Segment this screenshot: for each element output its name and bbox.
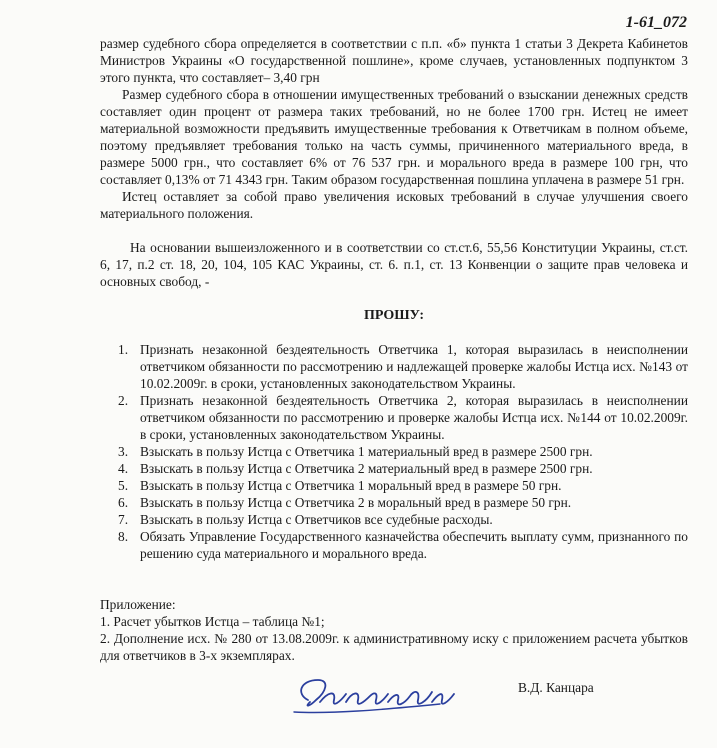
list-item: 8. Обязать Управление Государственного казначейства обеспечить выплату сумм, признанного по решению суда материального и морального вреда. — [118, 529, 688, 561]
document-id: 1-61_072 — [625, 14, 687, 31]
request-heading: ПРОШУ: — [363, 308, 425, 323]
paragraph: Истец оставляет за собой право увеличения исковых требований в случае улучшения своего материального положения. — [100, 189, 688, 221]
paragraph: размер судебного сбора определяется в соответствии с п.п. «б» пункта 1 статьи 3 Декрета Кабинетов Министров Украины «О государственной пошлине», кроме случаев, установленных подпунктом 3 этого пункта, что составляет– 3,40 грн — [100, 36, 688, 85]
attachment-item: 2. Дополнение исх. № 280 от 13.08.2009г. к административному иску с приложением расчета убытков для ответчиков в 3-х экземплярах. — [100, 631, 688, 663]
attachments-title: Приложение: — [100, 597, 176, 612]
paragraph: На основании вышеизложенного и в соответствии со ст.ст.6, 55,56 Конституции Украины, ст.ст. 6, 17, п.2 ст. 18, 20, 104, 105 КАС Украины, ст. 6. п.1, ст. 13 Конвенции о защите прав человека и основных свобод, - — [100, 240, 688, 289]
list-item: 3. Взыскать в пользу Истца с Ответчика 1 материальный вред в размере 2500 грн. — [118, 444, 593, 459]
document-body — [100, 35, 688, 664]
attachment-item: 1. Расчет убытков Истца – таблица №1; — [100, 614, 325, 629]
list-item: 7. Взыскать в пользу Истца с Ответчиков все судебные расходы. — [118, 512, 493, 527]
list-item: 1. Признать незаконной бездеятельность Ответчика 1, которая выразилась в неисполнении ответчиком обязанности по рассмотрению и надлежащей проверке жалобы Истца исх. №143 от 10.02.2009г. в сроки, установленных законодательством Украины. — [118, 342, 688, 391]
list-item: 4. Взыскать в пользу Истца с Ответчика 2 материальный вред в размере 2500 грн. — [118, 461, 593, 476]
handwritten-signature — [290, 672, 460, 722]
paragraph: Размер судебного сбора в отношении имущественных требований о взыскании денежных средств составляет один процент от размера таких требований, но не более 1700 грн. Истец не имеет материальной возможности предъявить имущественные требования к Ответчикам в полном объеме, поэтому предъявляет требования только на часть суммы, причиненного материального вреда, в размере 5000 грн., что составляет 6% от 76 537 грн. и морального вреда в размере 100 грн, что составляет 0,13% от 71 4343 грн. Таким образом государственная пошлина уплачена в размере 51 грн. — [100, 87, 688, 187]
list-item: 5. Взыскать в пользу Истца с Ответчика 1 моральный вред в размере 50 грн. — [118, 478, 562, 493]
list-item: 2. Признать незаконной бездеятельность Ответчика 2, которая выразилась в неисполнении ответчиком обязанности по рассмотрению и проверке жалобы Истца исх. №144 от 10.02.2009г. в сроки, установленных законодательством Украины. — [118, 393, 688, 442]
list-item: 6. Взыскать в пользу Истца с Ответчика 2 в моральный вред в размере 50 грн. — [118, 495, 572, 510]
request-list — [100, 341, 688, 562]
attachments-section — [100, 596, 688, 664]
signer-name: В.Д. Канцара — [518, 680, 594, 695]
signature-block — [290, 672, 610, 722]
